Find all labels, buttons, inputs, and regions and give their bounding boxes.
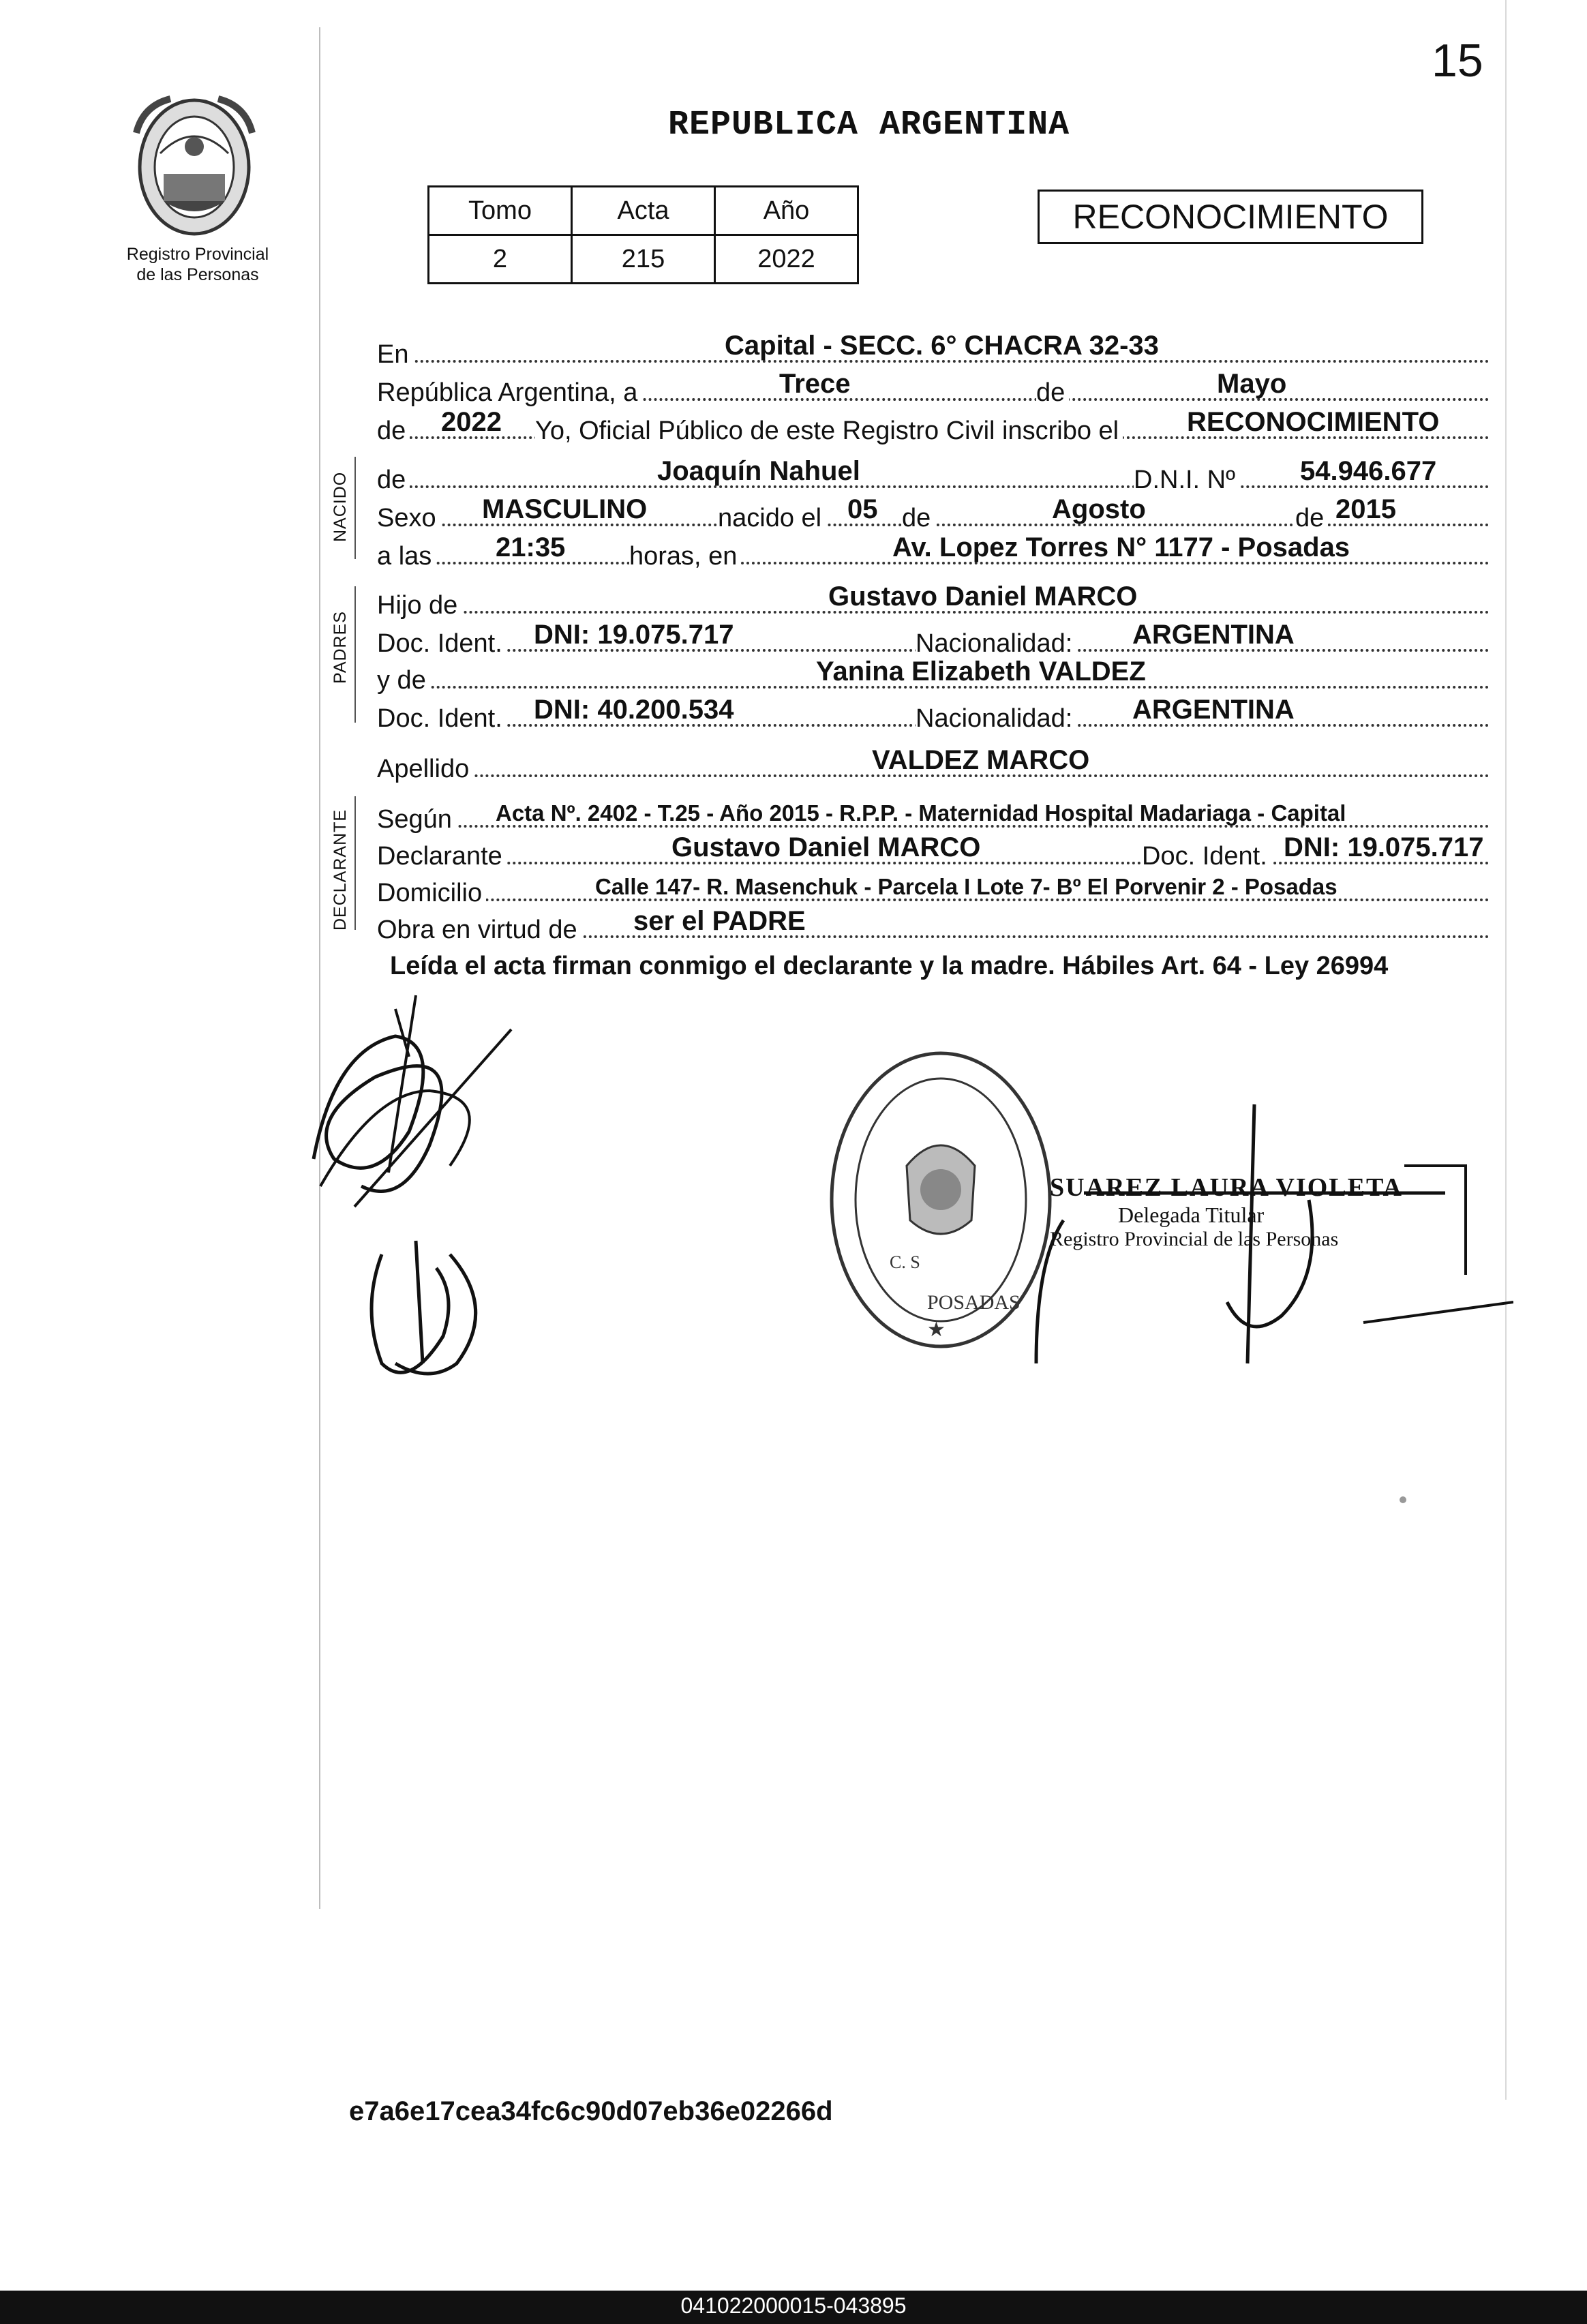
record-type-box: RECONOCIMIENTO <box>1038 190 1423 244</box>
svg-text:C. S: C. S <box>890 1252 920 1272</box>
lugar-nac-value: Av. Lopez Torres N° 1177 - Posadas <box>892 532 1350 562</box>
anio-value: 2022 <box>715 235 858 284</box>
official-seal <box>825 1043 1057 1357</box>
padre-doc-value: DNI: 19.075.717 <box>534 620 734 650</box>
sexo-value: MASCULINO <box>482 494 648 524</box>
tipo-value: RECONOCIMIENTO <box>1187 407 1440 437</box>
handwritten-signatures <box>293 982 525 1391</box>
madre-doc-value: DNI: 40.200.534 <box>534 695 734 725</box>
page-number: 15 <box>1432 35 1483 87</box>
madre-nac-value: ARGENTINA <box>1132 695 1295 725</box>
nac-dia-value: 05 <box>847 494 878 524</box>
svg-text:★: ★ <box>927 1318 946 1341</box>
row-obra: Obra en virtud de ser el PADRE <box>377 907 1490 945</box>
official-role: Delegada Titular <box>1118 1203 1265 1227</box>
declarante-value: Gustavo Daniel MARCO <box>671 832 981 862</box>
province-coat-of-arms-logo <box>130 92 259 249</box>
row-inscripcion: de 2022 Yo, Oficial Público de este Registro Civil inscribo el RECONOCIMIENTO <box>377 408 1490 446</box>
left-margin-line <box>319 27 320 1909</box>
anio-header: Año <box>715 187 858 235</box>
record-reference-table <box>427 185 859 284</box>
mes-value: Mayo <box>1217 369 1287 399</box>
official-name: SUAREZ LAURA VIOLETA <box>1050 1173 1403 1202</box>
registry-name: Registro Provincial de las Personas <box>126 245 269 284</box>
dia-value: Trece <box>779 369 851 399</box>
official-org: Registro Provincial de las Personas <box>1050 1228 1339 1250</box>
official-block <box>1050 1173 1403 1251</box>
padre-value: Gustavo Daniel MARCO <box>828 582 1138 612</box>
hora-value: 21:35 <box>496 532 566 562</box>
tomo-value: 2 <box>429 235 572 284</box>
row-domicilio: Domicilio Calle 147- R. Masenchuk - Parcela I Lote 7- Bº El Porvenir 2 - Posadas <box>377 870 1490 908</box>
side-label-padres: PADRES <box>331 611 350 684</box>
row-apellido: Apellido VALDEZ MARCO <box>377 746 1490 784</box>
row-segun: Según Acta Nº. 2402 - T.25 - Año 2015 - R.P.P. - Maternidad Hospital Madariaga - Capital <box>377 796 1490 834</box>
footer-code: 041022000015-043895 <box>680 2293 907 2318</box>
closing-statement: Leída el acta firman conmigo el declarante y la madre. Hábiles Art. 64 - Ley 26994 <box>390 952 1389 980</box>
padre-nac-value: ARGENTINA <box>1132 620 1295 650</box>
madre-value: Yanina Elizabeth VALDEZ <box>816 657 1146 686</box>
apellido-value: VALDEZ MARCO <box>872 745 1090 775</box>
lugar-value: Capital - SECC. 6° CHACRA 32-33 <box>725 331 1159 361</box>
side-label-nacido: NACIDO <box>331 471 350 542</box>
row-madre: y de Yanina Elizabeth VALDEZ <box>377 657 1490 695</box>
document-hash: e7a6e17cea34fc6c90d07eb36e02266d <box>349 2096 833 2126</box>
row-en: En Capital - SECC. 6° CHACRA 32-33 <box>377 331 1490 369</box>
row-declarante: Declarante Gustavo Daniel MARCO Doc. Ident. DNI: 19.075.717 <box>377 833 1490 871</box>
row-padre: Hijo de Gustavo Daniel MARCO <box>377 582 1490 620</box>
anio-value: 2022 <box>441 407 502 437</box>
dni-value: 54.946.677 <box>1300 456 1437 486</box>
right-margin-line <box>1505 0 1507 2100</box>
row-madre-doc: Doc. Ident. DNI: 40.200.534 Nacionalidad: ARGENTINA <box>377 695 1490 734</box>
nac-anio-value: 2015 <box>1335 494 1396 524</box>
svg-text:POSADAS: POSADAS <box>927 1291 1021 1314</box>
tomo-header: Tomo <box>429 187 572 235</box>
row-padre-doc: Doc. Ident. DNI: 19.075.717 Nacionalidad: ARGENTINA <box>377 620 1490 659</box>
segun-value: Acta Nº. 2402 - T.25 - Año 2015 - R.P.P. - Maternidad Hospital Madariaga - Capital <box>496 800 1346 826</box>
document-title: REPUBLICA ARGENTINA <box>668 106 1070 145</box>
side-label-declarante: DECLARANTE <box>331 809 350 931</box>
nac-mes-value: Agosto <box>1052 494 1146 524</box>
declarante-doc-value: DNI: 19.075.717 <box>1284 832 1484 862</box>
row-hora-lugar: a las 21:35 horas, en Av. Lopez Torres N° 1177 - Posadas <box>377 533 1490 571</box>
domicilio-value: Calle 147- R. Masenchuk - Parcela I Lote 7- Bº El Porvenir 2 - Posadas <box>595 874 1337 899</box>
nombre-value: Joaquín Nahuel <box>657 456 860 486</box>
scan-speck <box>1400 1496 1406 1503</box>
row-nombre: de Joaquín Nahuel D.N.I. Nº 54.946.677 <box>377 457 1490 495</box>
row-fecha: República Argentina, a Trece de Mayo <box>377 369 1490 408</box>
acta-header: Acta <box>572 187 715 235</box>
row-sexo: Sexo MASCULINO nacido el 05 de Agosto de 2015 <box>377 495 1490 533</box>
obra-value: ser el PADRE <box>633 906 806 936</box>
acta-value: 215 <box>572 235 715 284</box>
